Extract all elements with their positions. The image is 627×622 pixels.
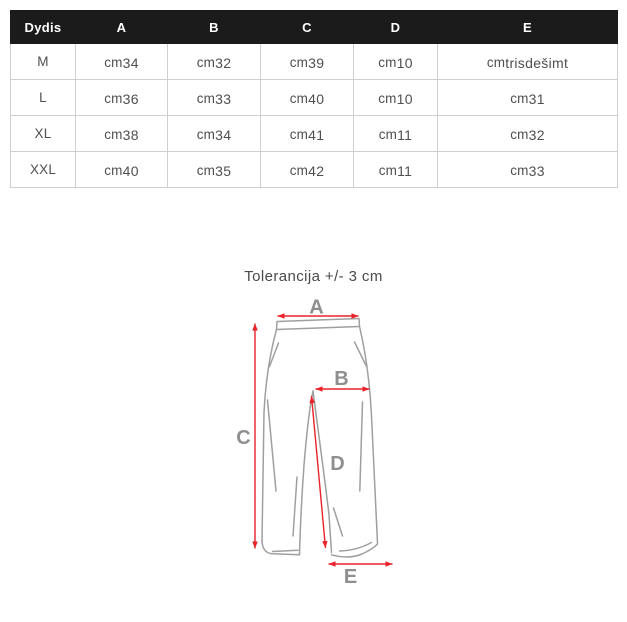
unit-label: cm	[510, 126, 529, 142]
measurement-value: 40	[308, 91, 325, 107]
measurement-value: 10	[396, 55, 413, 71]
measurement-cell	[168, 116, 261, 152]
measurement-value: 35	[215, 163, 232, 179]
measurement-cell	[438, 152, 618, 188]
measure-c-label: C	[236, 427, 252, 449]
measure-d-label: D	[330, 453, 346, 475]
measurement-value: 42	[308, 163, 325, 179]
measure-a-label: A	[309, 296, 325, 319]
table-row	[11, 44, 618, 80]
col-header-b: B	[168, 11, 261, 44]
measurement-value: 11	[397, 127, 413, 143]
pants-diagram	[200, 290, 440, 600]
tolerance-note: Tolerancija +/- 3 cm	[244, 268, 383, 285]
size-table	[10, 10, 618, 188]
col-header-dydis: Dydis	[11, 11, 76, 44]
right-hem	[332, 544, 378, 557]
right-crease-line	[360, 402, 363, 491]
measurement-cell	[261, 152, 354, 188]
col-header-c: C	[261, 11, 354, 44]
measurement-cell	[76, 80, 168, 116]
unit-label: cm	[196, 54, 216, 70]
measurement-cell	[168, 44, 261, 80]
unit-label: cm	[378, 126, 398, 142]
unit-label: cm	[104, 126, 123, 142]
measurement-cell	[76, 44, 168, 80]
measurement-value: 11	[397, 163, 413, 179]
col-header-d: D	[354, 11, 438, 44]
measurement-cell	[354, 44, 438, 80]
measurement-value: 33	[215, 91, 232, 107]
measurement-value: 40	[122, 163, 139, 179]
left-fold-line	[293, 477, 297, 536]
unit-label: cm	[104, 54, 123, 70]
measurement-cell	[76, 116, 168, 152]
measurement-value: 33	[528, 163, 545, 179]
unit-label: cm	[289, 54, 309, 70]
left-inner-seam	[300, 391, 314, 555]
measurement-value: 41	[308, 127, 325, 143]
unit-label: cm	[486, 54, 506, 70]
measurement-value: 31	[528, 91, 545, 107]
unit-label: cm	[510, 162, 529, 178]
size-cell	[11, 116, 76, 152]
measure-b-label: B	[334, 368, 350, 390]
measurement-arrows	[255, 316, 393, 564]
unit-label: cm	[104, 90, 123, 106]
unit-label: cm	[104, 162, 123, 178]
unit-label: cm	[289, 126, 309, 142]
unit-label: cm	[196, 162, 216, 178]
unit-label: cm	[378, 54, 397, 70]
measurement-value: 10	[396, 91, 413, 107]
table-header-row	[11, 11, 618, 44]
unit-label: cm	[289, 90, 309, 106]
waistband	[277, 319, 360, 330]
right-fold-line	[334, 508, 343, 536]
col-header-a: A	[76, 11, 168, 44]
size-label: M	[37, 54, 49, 69]
measurement-value: 36	[122, 91, 139, 107]
measurement-cell	[261, 80, 354, 116]
size-label: XXL	[29, 162, 57, 177]
measurement-value: trisdešimt	[505, 55, 569, 71]
unit-label: cm	[289, 162, 309, 178]
measurement-cell	[438, 116, 618, 152]
left-crease-line	[268, 400, 277, 491]
measurement-cell	[76, 152, 168, 188]
pants-outline	[262, 319, 378, 557]
left-hem	[262, 541, 299, 555]
measurement-value: 34	[122, 55, 139, 71]
measurement-cell	[438, 80, 618, 116]
size-label: L	[39, 90, 47, 105]
measurement-cell	[261, 44, 354, 80]
measurement-value: 34	[215, 127, 232, 143]
size-cell	[11, 152, 76, 188]
measurement-value: 38	[122, 127, 139, 143]
unit-label: cm	[196, 90, 216, 106]
unit-label: cm	[378, 90, 397, 106]
size-label: XL	[34, 126, 52, 141]
size-cell	[11, 80, 76, 116]
measurement-cell	[354, 80, 438, 116]
measurement-cell	[168, 152, 261, 188]
right-cuff-line	[340, 543, 372, 552]
measure-e-label: E	[343, 566, 359, 588]
col-header-e: E	[438, 11, 618, 44]
measurement-cell	[168, 80, 261, 116]
right-inner-seam	[313, 391, 332, 553]
table-row	[11, 116, 618, 152]
measurement-value: 32	[215, 55, 232, 71]
size-cell	[11, 44, 76, 80]
measurement-value: 39	[308, 55, 325, 71]
measurement-cell	[354, 116, 438, 152]
measurement-cell	[438, 44, 618, 80]
measurement-cell	[261, 116, 354, 152]
unit-label: cm	[196, 126, 216, 142]
unit-label: cm	[378, 162, 398, 178]
table-row	[11, 80, 618, 116]
measurement-cell	[354, 152, 438, 188]
left-cuff-line	[273, 550, 299, 551]
unit-label: cm	[510, 90, 529, 106]
left-outer-seam	[262, 330, 277, 542]
measurement-value: 32	[528, 127, 545, 143]
table-row	[11, 152, 618, 188]
